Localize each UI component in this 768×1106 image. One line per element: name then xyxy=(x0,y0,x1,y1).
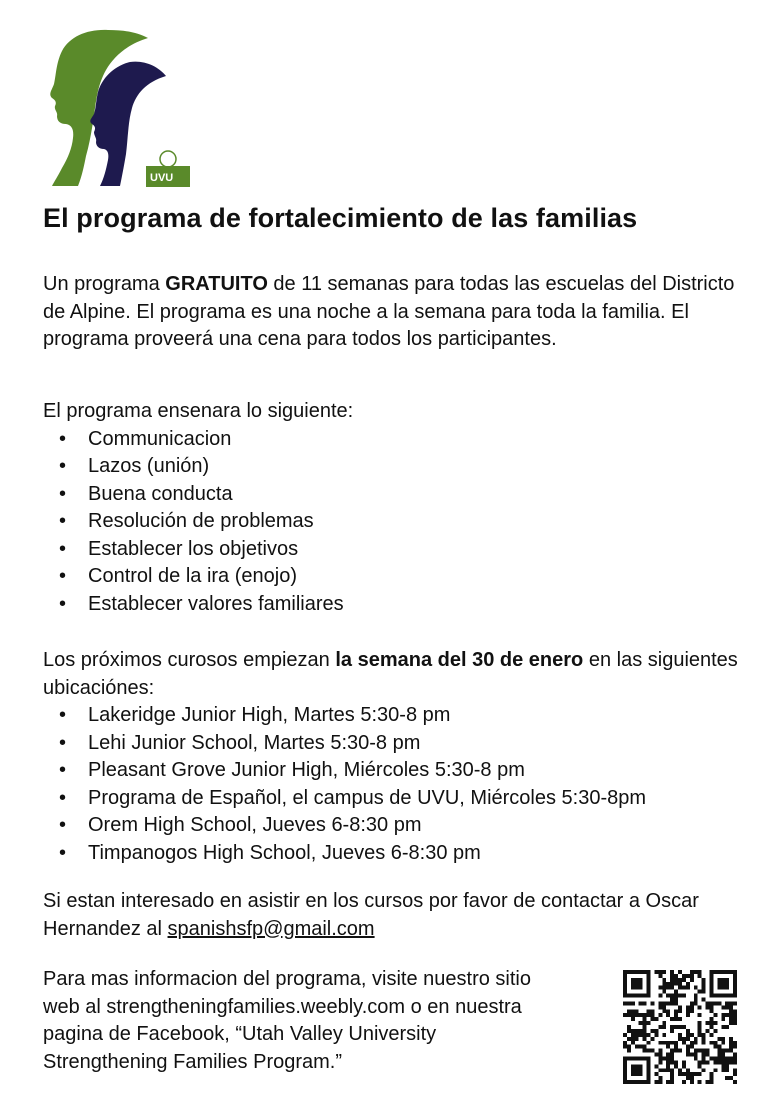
list-item: • Orem High School, Jueves 6-8:30 pm xyxy=(43,812,748,840)
intro-text-1: Un programa xyxy=(43,273,166,295)
list-item: • Pleasant Grove Junior High, Miércoles 5:30-8 pm xyxy=(43,757,748,785)
more-info-line: Para mas informacion del programa, visite nuestro sitio xyxy=(43,968,531,990)
more-info-paragraph xyxy=(43,966,613,1076)
more-info-line: pagina de Facebook, “Utah Valley University xyxy=(43,1023,437,1045)
family-silhouettes-logo xyxy=(48,26,193,191)
more-info-line: web al strengtheningfamilies.weebly.com o en nuestra xyxy=(43,995,522,1018)
courses-intro xyxy=(43,647,748,702)
intro-bold: GRATUITO xyxy=(165,273,268,295)
topics-list xyxy=(43,426,748,619)
list-item: • Programa de Español, el campus de UVU, Miércoles 5:30-8pm xyxy=(43,785,748,813)
uvu-badge-text: UVU xyxy=(150,172,174,184)
list-item: • Communicacion xyxy=(43,426,748,454)
more-info-line: Strengthening Families Program.” xyxy=(43,1050,343,1073)
courses-text-2: en las siguientes ubicaciónes: xyxy=(43,649,738,699)
list-item: • Resolución de problemas xyxy=(43,508,748,536)
list-item: • Lehi Junior School, Martes 5:30-8 pm xyxy=(43,730,748,758)
list-item: • Buena conducta xyxy=(43,481,748,509)
intro-text-2: de 11 semanas para todas las escuelas del Districto de Alpine. El programa es una noche a la semana para toda la familia. El programa proveerá una cena para todos los participantes. xyxy=(43,273,735,350)
contact-text: Si estan interesado en asistir en los cursos por favor de contactar a Oscar Hernandez al xyxy=(43,890,699,940)
list-item: • Control de la ira (enojo) xyxy=(43,563,748,591)
locations-list xyxy=(43,702,748,867)
email-link[interactable]: spanishsfp@gmail.com xyxy=(167,917,375,940)
courses-bold: la semana del 30 de enero xyxy=(335,649,584,671)
list-item: • Establecer los objetivos xyxy=(43,536,748,564)
contact-paragraph xyxy=(43,888,748,943)
courses-section xyxy=(43,647,748,867)
list-item: • Lakeridge Junior High, Martes 5:30-8 pm xyxy=(43,702,748,730)
list-item: • Timpanogos High School, Jueves 6-8:30 pm xyxy=(43,840,748,868)
list-item: • Establecer valores familiares xyxy=(43,591,748,619)
courses-text-1: Los próximos curosos empiezan xyxy=(43,649,336,671)
intro-paragraph xyxy=(43,271,748,354)
qr-code-icon[interactable] xyxy=(623,970,737,1084)
list-item: • Lazos (unión) xyxy=(43,453,748,481)
topics-section xyxy=(43,398,748,618)
page-title: El programa de fortalecimiento de las familias xyxy=(43,203,638,233)
topics-heading: El programa ensenara lo siguiente: xyxy=(43,400,354,422)
